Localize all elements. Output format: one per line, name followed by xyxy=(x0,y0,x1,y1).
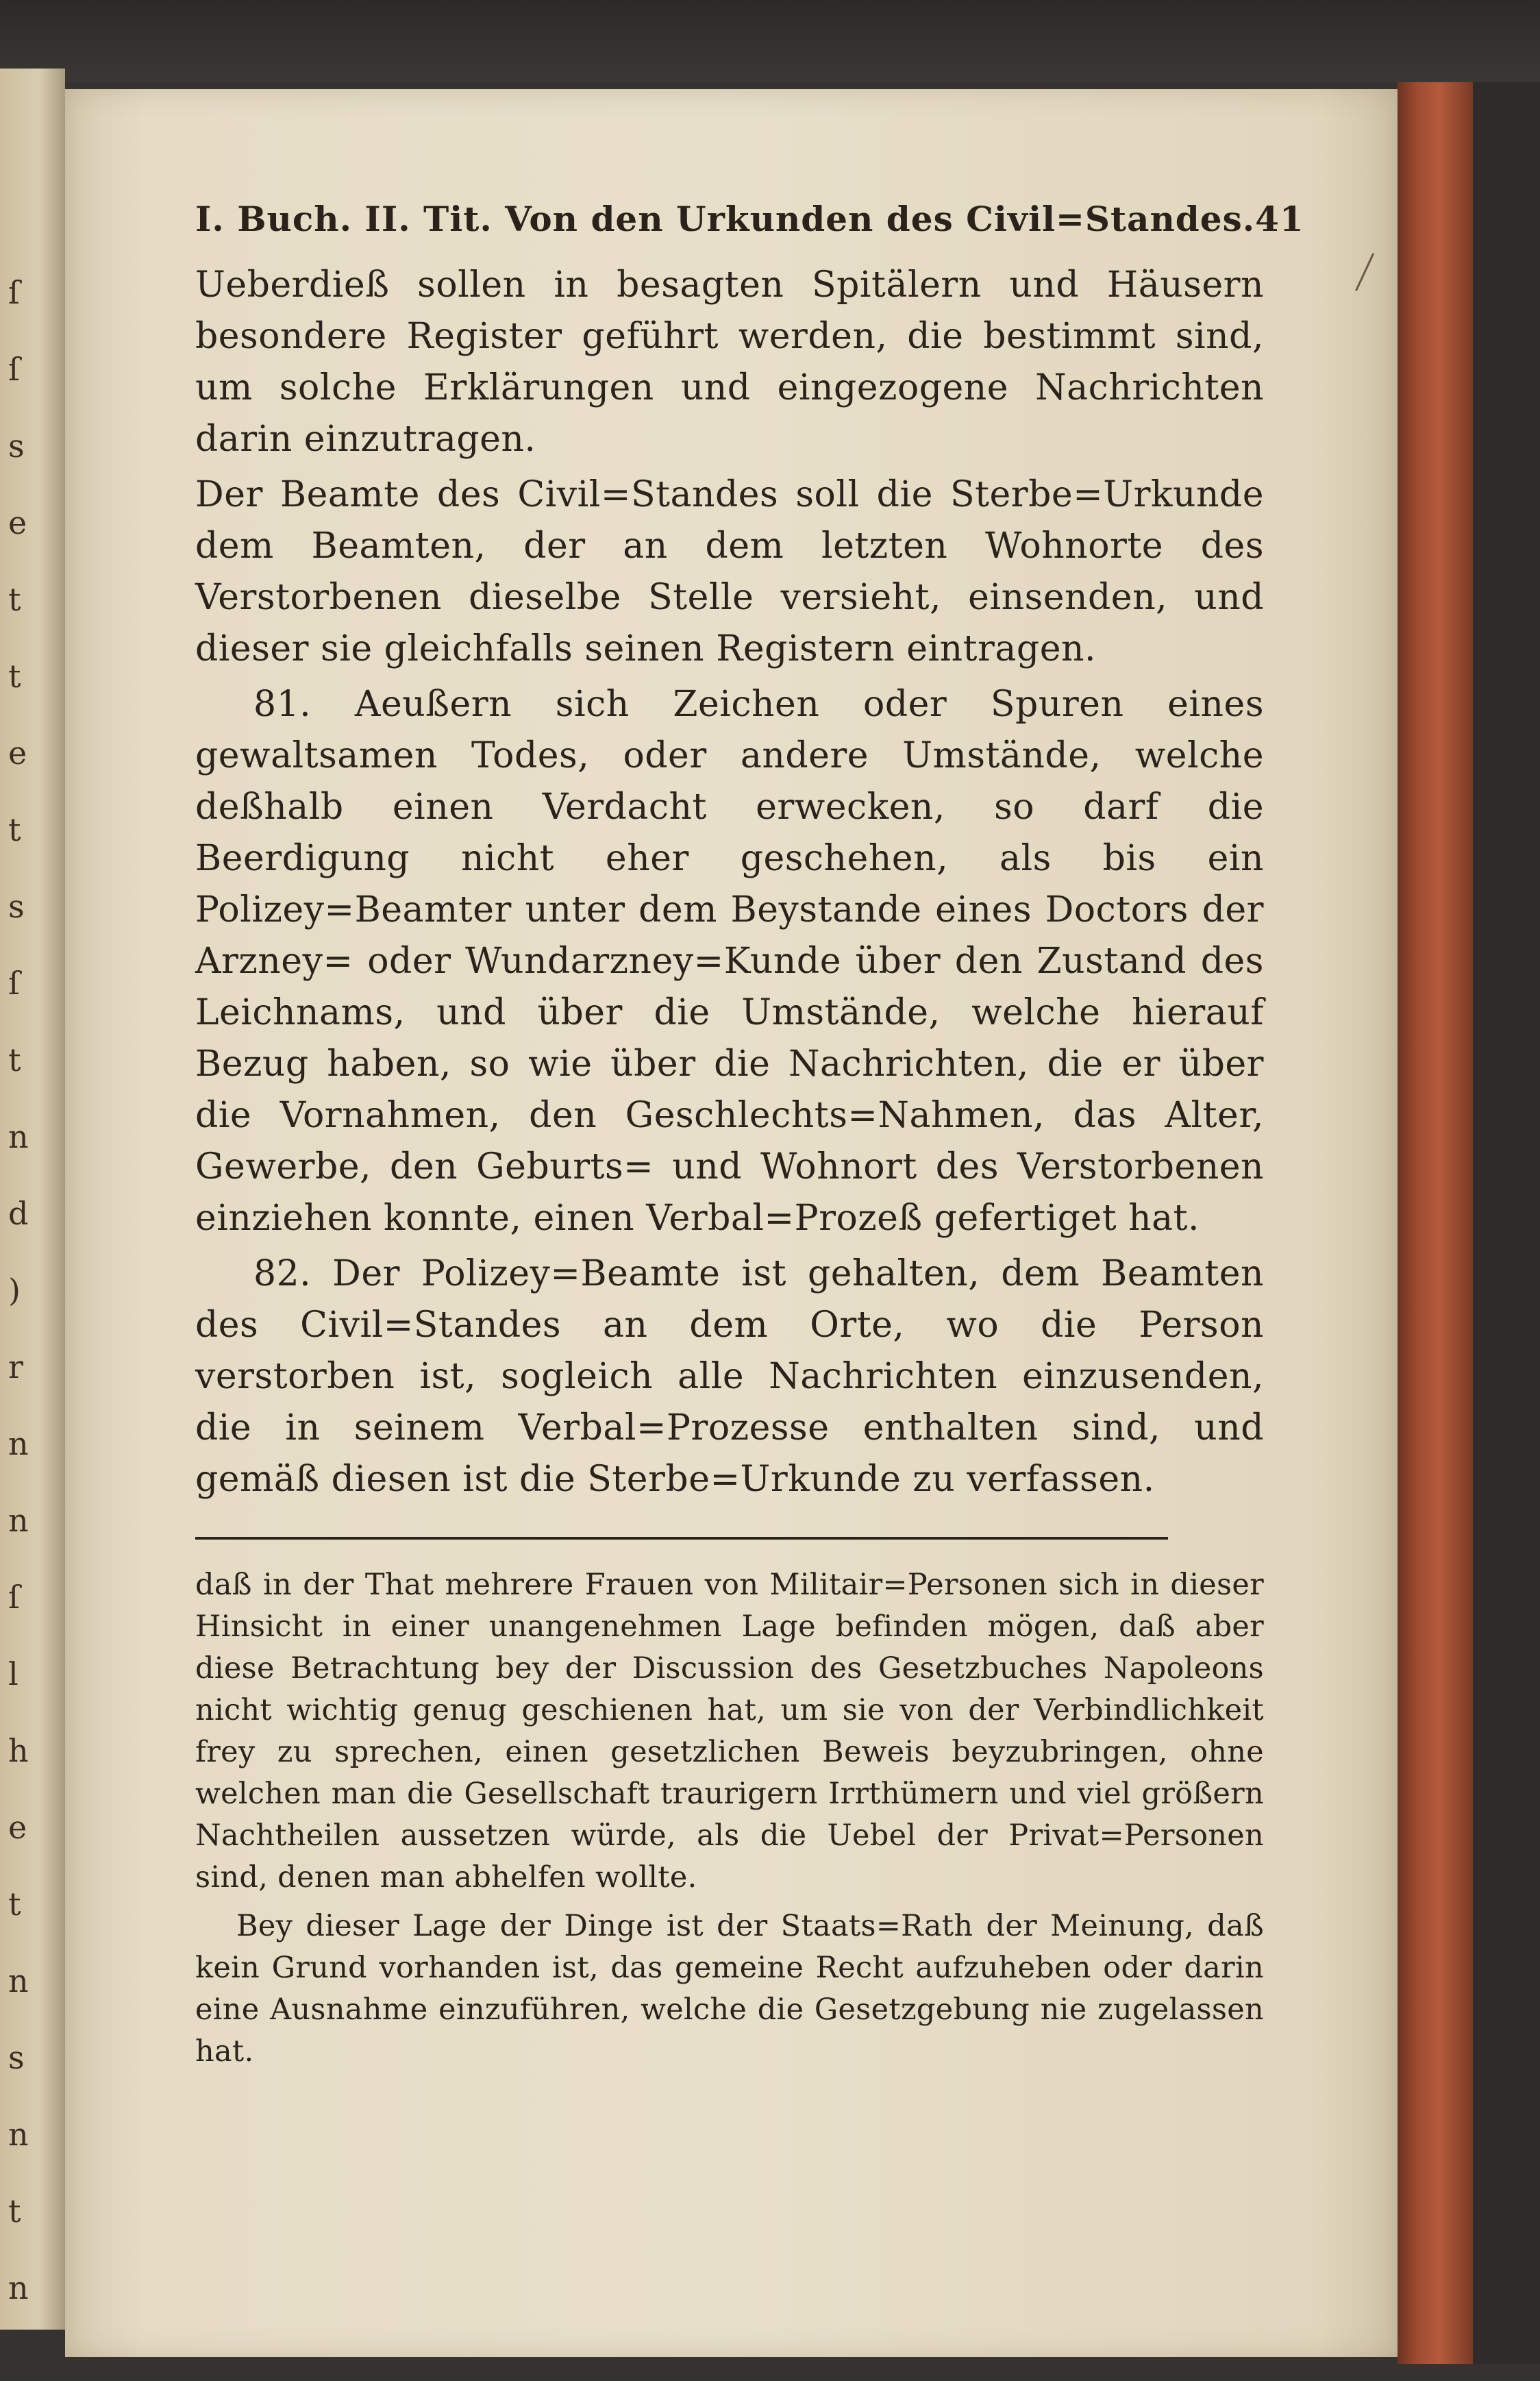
facing-page-fragment: t xyxy=(8,2193,21,2230)
facing-page-fragment: l xyxy=(8,1655,18,1692)
facing-page-fragment: n xyxy=(8,2116,29,2153)
facing-page-fragment: n xyxy=(8,1425,29,1462)
facing-page-fragment: e xyxy=(8,735,27,772)
facing-page-edge xyxy=(0,69,65,2330)
background-strip xyxy=(1473,82,1540,2364)
facing-page-fragment: ſ xyxy=(8,1579,21,1616)
facing-page-fragment: n xyxy=(8,1118,29,1155)
footnote: daß in der That mehrere Frauen von Militair=Personen sich in dieser Hinsicht in einer unangenehmen Lage befinden mögen, daß aber diese Betrachtung bey der Discussion des Gesetzbuches Napoleons nicht wichtig genug geschienen hat, um sie von der Verbindlichkeit frey zu sprechen, einen gesetzlichen Beweis beyzubringen, ohne welchen man die Gesellschaft traurigern Irrthümern und viel größern Nachtheilen aussetzen würde, als die Uebel der Privat=Personen sind, denen man abhelfen wollte. xyxy=(195,1568,1264,1895)
paragraph-text: Der Polizey=Beamte ist gehalten, dem Beamten des Civil=Standes an dem Orte, wo die Person verstorben ist, sogleich alle Nachrichten einzusenden, die in seinem Verbal=Prozesse enthalten sind, und gemäß diesen ist die Sterbe=Urkunde zu verfassen. xyxy=(195,1253,1264,1500)
facing-page-fragment: t xyxy=(8,658,21,695)
facing-page-fragment: s xyxy=(8,2039,25,2076)
book-page xyxy=(65,89,1398,2357)
paragraph-text: Der Beamte des Civil=Standes soll die Sterbe=Urkunde dem Beamten, der an dem letzten Wohnorte des Verstorbenen dieselbe Stelle versieht, einsenden, und dieser sie gleichfalls seinen Registern eintragen. xyxy=(195,474,1264,669)
running-header xyxy=(195,199,1304,239)
facing-page-fragment: t xyxy=(8,1886,21,1923)
facing-page-fragment: t xyxy=(8,581,21,618)
facing-page-fragment: r xyxy=(8,1348,23,1385)
paragraph xyxy=(195,260,1264,465)
facing-page-fragment: ) xyxy=(8,1272,21,1309)
paragraph xyxy=(195,469,1264,675)
article-82 xyxy=(195,1248,1264,1505)
book-cover-edge xyxy=(1398,82,1473,2364)
article-number: 81. xyxy=(253,684,312,725)
facing-page-fragment: ſ xyxy=(8,965,21,1002)
paragraph-text: Ueberdieß sollen in besagten Spitälern und Häusern besondere Register geführt werden, die bestimmt sind, um solche Erklärungen und eingezogene Nachrichten darin einzutragen. xyxy=(195,264,1264,460)
facing-page-fragment: t xyxy=(8,811,21,848)
facing-page-fragment: ſ xyxy=(8,274,21,311)
article-number: 82. xyxy=(253,1253,312,1294)
top-shadow xyxy=(0,0,1540,82)
pencil-mark xyxy=(1355,253,1383,295)
facing-page-fragment: h xyxy=(8,1732,29,1769)
article-81 xyxy=(195,679,1264,1244)
facing-page-fragment: n xyxy=(8,1502,29,1539)
facing-page-fragment: d xyxy=(8,1195,29,1232)
footnote: Bey dieser Lage der Dinge ist der Staats=Rath der Meinung, daß kein Grund vorhanden ist, das gemeine Recht aufzuheben oder darin eine Ausnahme einzuführen, welche die Gesetzgebung nie zugelassen hat. xyxy=(195,1909,1264,2069)
facing-page-fragment: ſ xyxy=(8,351,21,388)
facing-page-fragment: e xyxy=(8,504,27,541)
footnote-divider xyxy=(195,1537,1168,1540)
running-title: I. Buch. II. Tit. Von den Urkunden des Civil=Standes. xyxy=(195,199,1256,239)
facing-page-fragment: e xyxy=(8,1809,27,1846)
page-number: 41 xyxy=(1255,199,1304,239)
facing-page-fragment: t xyxy=(8,1041,21,1078)
text-block xyxy=(195,199,1304,2073)
facing-page-fragment: n xyxy=(8,2269,29,2306)
paragraph-text: Aeußern sich Zeichen oder Spuren eines gewaltsamen Todes, oder andere Umstände, welche deßhalb einen Verdacht erwecken, so darf die Beerdigung nicht eher geschehen, als bis ein Polizey=Beamter unter dem Beystande eines Doctors der Arzney= oder Wundarzney=Kunde über den Zustand des Leichnams, und über die Umstände, welche hierauf Bezug haben, so wie über die Nachrichten, die er über die Vornahmen, den Geschlechts=Nahmen, das Alter, Gewerbe, den Geburts= und Wohnort des Verstorbenen einziehen konnte, einen Verbal=Prozeß gefertiget hat. xyxy=(195,684,1264,1239)
facing-page-fragment: n xyxy=(8,1962,29,1999)
facing-page-fragment: s xyxy=(8,888,25,925)
facing-page-fragment: s xyxy=(8,428,25,465)
